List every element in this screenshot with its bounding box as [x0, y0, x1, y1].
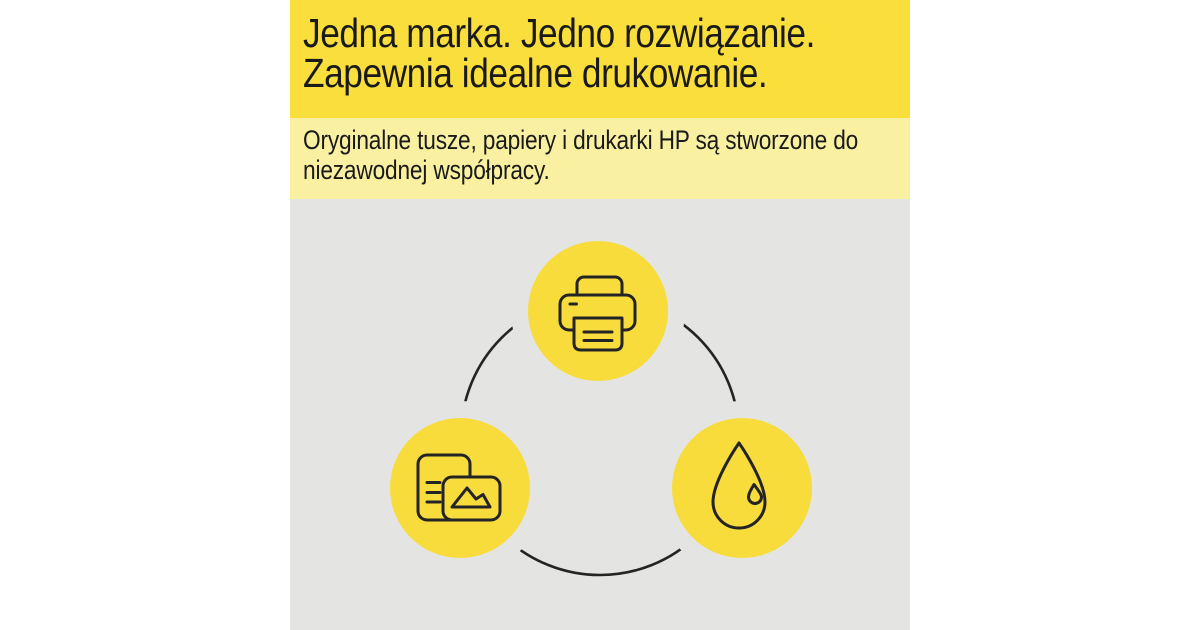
diagram-panel	[290, 199, 910, 630]
page-subtitle-line1: Oryginalne tusze, papiery i drukarki HP są stworzone do	[303, 125, 859, 155]
paper-circle	[373, 401, 547, 575]
diagram-canvas	[290, 199, 910, 630]
printer-circle	[511, 224, 685, 398]
page-title-line2: Zapewnia idealne drukowanie.	[303, 50, 768, 96]
headline-band	[290, 0, 910, 118]
printer-output-paper	[574, 318, 622, 350]
photo-frame	[443, 477, 500, 520]
page-subtitle-line2: niezawodnej współpracy.	[303, 155, 550, 185]
banner-panel	[290, 0, 910, 630]
page-title-line1: Jedna marka. Jedno rozwiązanie.	[303, 10, 815, 56]
ink-circle-bg	[672, 418, 812, 558]
page-subtitle	[303, 125, 859, 185]
page-title	[303, 10, 825, 96]
ink-circle	[655, 401, 829, 575]
subheadline-band	[290, 118, 910, 199]
